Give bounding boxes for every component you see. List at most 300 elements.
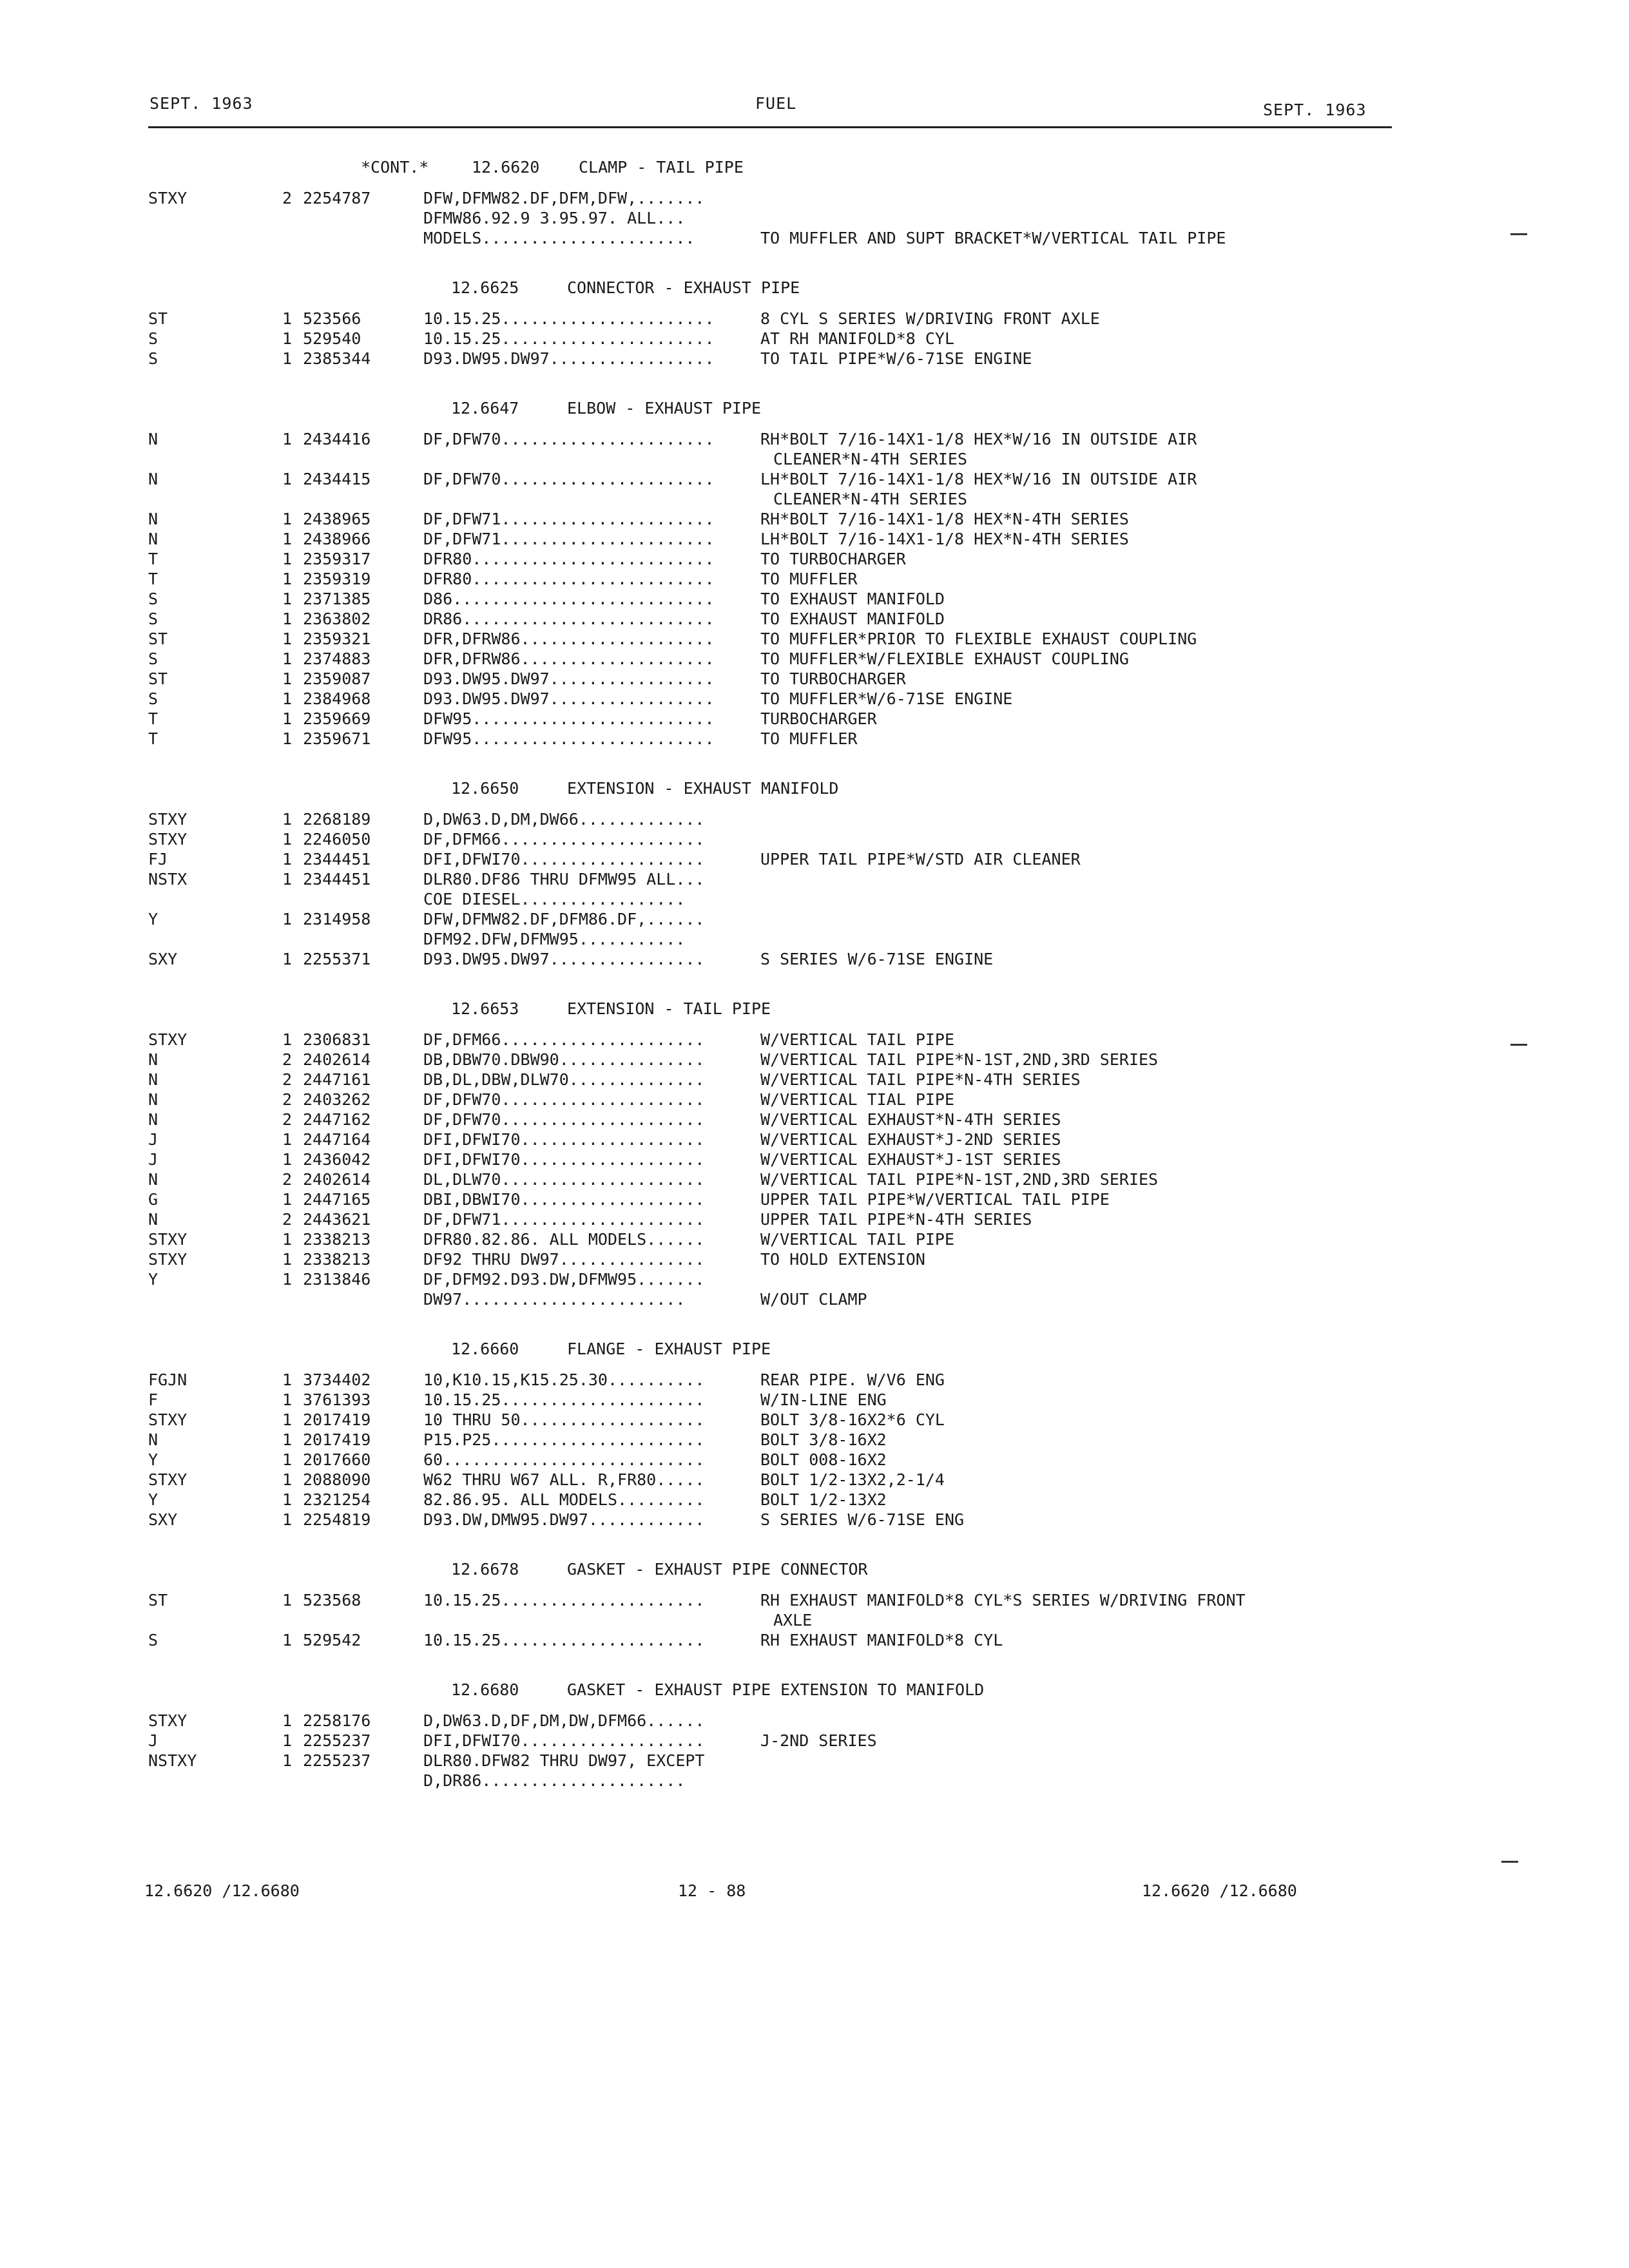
quantity: 1 (282, 1450, 293, 1469)
series-code: STXY (148, 1470, 188, 1489)
part-number: 2374883 (303, 649, 371, 668)
part-row (0, 1711, 1629, 1731)
series-code: N (148, 430, 159, 448)
part-number: 2359317 (303, 550, 371, 568)
quantity: 1 (282, 1510, 293, 1529)
models: D93.DW,DMW95.DW97............ (423, 1510, 705, 1529)
remarks: UPPER TAIL PIPE*W/VERTICAL TAIL PIPE (760, 1190, 1110, 1209)
section-name: GASKET - EXHAUST PIPE EXTENSION TO MANIFOLD (567, 1680, 985, 1699)
section-title (0, 267, 1629, 309)
remarks: W/VERTICAL TAIL PIPE*N-4TH SERIES (760, 1070, 1081, 1089)
models: COE DIESEL................. (423, 890, 686, 908)
models: MODELS...................... (423, 229, 695, 247)
series-code: ST (148, 629, 168, 648)
section-spacer (0, 369, 1629, 388)
series-code: ST (148, 669, 168, 688)
models: DF,DFM66..................... (423, 1030, 705, 1049)
series-code: T (148, 729, 159, 748)
remarks: TO MUFFLER*W/6-71SE ENGINE (760, 689, 1013, 708)
models: DFI,DFWI70................... (423, 1150, 705, 1169)
series-code: Y (148, 1450, 159, 1469)
models: 10.15.25..................... (423, 1631, 705, 1649)
models: DF,DFW70...................... (423, 470, 715, 488)
models: DFW95......................... (423, 709, 715, 728)
models: DF,DFW71...................... (423, 510, 715, 528)
quantity: 1 (282, 709, 293, 728)
quantity: 1 (282, 470, 293, 488)
part-number: 2017419 (303, 1430, 371, 1449)
models: 10 THRU 50................... (423, 1410, 705, 1429)
remarks: TO MUFFLER*PRIOR TO FLEXIBLE EXHAUST COUPLING (760, 629, 1197, 648)
series-code: N (148, 510, 159, 528)
margin-mark (1510, 1044, 1527, 1046)
quantity: 1 (282, 950, 293, 968)
remarks: CLEANER*N-4TH SERIES (773, 450, 968, 468)
part-number: 2359319 (303, 570, 371, 588)
quantity: 1 (282, 810, 293, 829)
quantity: 1 (282, 870, 293, 889)
remarks: TO EXHAUST MANIFOLD (760, 610, 945, 628)
section-number: 12.6660 (451, 1340, 519, 1358)
remarks: 8 CYL S SERIES W/DRIVING FRONT AXLE (760, 309, 1100, 328)
series-code: J (148, 1130, 159, 1149)
part-number: 2088090 (303, 1470, 371, 1489)
part-number: 2255237 (303, 1731, 371, 1750)
footer-page-number: 12 - 88 (678, 1881, 746, 1900)
quantity: 1 (282, 830, 293, 849)
part-row (0, 689, 1629, 709)
part-number: 2447165 (303, 1190, 371, 1209)
part-row (0, 208, 1629, 228)
parts-catalog-content (0, 147, 1629, 1810)
series-code: J (148, 1731, 159, 1750)
part-row (0, 729, 1629, 749)
series-code: Y (148, 1270, 159, 1289)
remarks: W/VERTICAL EXHAUST*J-2ND SERIES (760, 1130, 1061, 1149)
part-row (0, 228, 1629, 248)
remarks: J-2ND SERIES (760, 1731, 877, 1750)
models: 10.15.25..................... (423, 1390, 705, 1409)
part-row (0, 449, 1629, 469)
series-code: STXY (148, 830, 188, 849)
part-row (0, 929, 1629, 949)
remarks: BOLT 008-16X2 (760, 1450, 887, 1469)
remarks: W/OUT CLAMP (760, 1290, 867, 1309)
part-number: 2338213 (303, 1230, 371, 1249)
series-code: F (148, 1390, 159, 1409)
part-row (0, 849, 1629, 869)
remarks: W/VERTICAL TAIL PIPE*N-1ST,2ND,3RD SERIES (760, 1170, 1159, 1189)
remarks: W/VERTICAL TAIL PIPE*N-1ST,2ND,3RD SERIES (760, 1050, 1159, 1069)
section-name: GASKET - EXHAUST PIPE CONNECTOR (567, 1560, 868, 1579)
section-number: 12.6680 (451, 1680, 519, 1699)
part-row (0, 1189, 1629, 1209)
series-code: STXY (148, 810, 188, 829)
remarks: UPPER TAIL PIPE*N-4TH SERIES (760, 1210, 1032, 1229)
series-code: N (148, 1110, 159, 1129)
models: P15.P25...................... (423, 1430, 705, 1449)
part-row (0, 949, 1629, 969)
footer-left-range: 12.6620 /12.6680 (144, 1881, 300, 1900)
quantity: 1 (282, 1230, 293, 1249)
remarks: LH*BOLT 7/16-14X1-1/8 HEX*N-4TH SERIES (760, 530, 1129, 548)
models: D,DR86..................... (423, 1771, 686, 1790)
series-code: ST (148, 1591, 168, 1610)
models: D93.DW95.DW97................ (423, 950, 705, 968)
remarks: RH EXHAUST MANIFOLD*8 CYL*S SERIES W/DRIVING FRONT (760, 1591, 1246, 1610)
remarks: CLEANER*N-4TH SERIES (773, 490, 968, 508)
quantity: 2 (282, 1210, 293, 1229)
models: DFI,DFWI70................... (423, 1130, 705, 1149)
models: 10.15.25..................... (423, 1591, 705, 1610)
part-row (0, 1129, 1629, 1149)
quantity: 1 (282, 629, 293, 648)
section-name: EXTENSION - EXHAUST MANIFOLD (567, 779, 839, 798)
remarks: RH*BOLT 7/16-14X1-1/8 HEX*W/16 IN OUTSIDE AIR (760, 430, 1197, 448)
models: DFW,DFMW82.DF,DFM,DFW,....... (423, 189, 705, 207)
part-row (0, 1771, 1629, 1791)
part-number: 2268189 (303, 810, 371, 829)
models: D93.DW95.DW97................. (423, 689, 715, 708)
models: 10,K10.15,K15.25.30.......... (423, 1370, 705, 1389)
section-name: ELBOW - EXHAUST PIPE (567, 399, 762, 418)
models: DFI,DFWI70................... (423, 850, 705, 869)
part-number: 2017660 (303, 1450, 371, 1469)
part-row (0, 1430, 1629, 1450)
part-row (0, 429, 1629, 449)
section-name: FLANGE - EXHAUST PIPE (567, 1340, 771, 1358)
models: DW97....................... (423, 1290, 686, 1309)
part-row (0, 1229, 1629, 1249)
quantity: 2 (282, 1090, 293, 1109)
part-row (0, 1249, 1629, 1269)
remarks: S SERIES W/6-71SE ENGINE (760, 950, 994, 968)
part-number: 3761393 (303, 1390, 371, 1409)
quantity: 1 (282, 1591, 293, 1610)
part-number: 2402614 (303, 1050, 371, 1069)
models: DF,DFM92.D93.DW,DFMW95....... (423, 1270, 705, 1289)
remarks: TO EXHAUST MANIFOLD (760, 590, 945, 608)
section-title (0, 988, 1629, 1030)
part-row (0, 569, 1629, 589)
models: DFR,DFRW86.................... (423, 649, 715, 668)
section-spacer (0, 1309, 1629, 1329)
header-right-date: SEPT. 1963 (1263, 101, 1367, 119)
section-spacer (0, 1791, 1629, 1810)
models: DF92 THRU DW97............... (423, 1250, 705, 1269)
section-name: EXTENSION - TAIL PIPE (567, 999, 771, 1018)
section-spacer (0, 1650, 1629, 1669)
part-row (0, 529, 1629, 549)
part-row (0, 329, 1629, 349)
part-number: 2438966 (303, 530, 371, 548)
models: DR86.......................... (423, 610, 715, 628)
models: DFR,DFRW86.................... (423, 629, 715, 648)
section-spacer (0, 749, 1629, 768)
quantity: 1 (282, 649, 293, 668)
quantity: 1 (282, 590, 293, 608)
series-code: STXY (148, 1410, 188, 1429)
series-code: S (148, 689, 159, 708)
section-title (0, 147, 1629, 188)
models: DBI,DBWI70................... (423, 1190, 705, 1209)
section-continued-label: *CONT.* (361, 158, 429, 177)
quantity: 1 (282, 570, 293, 588)
section-title (0, 1669, 1629, 1711)
section-number: 12.6647 (451, 399, 519, 418)
models: DFW95......................... (423, 729, 715, 748)
quantity: 2 (282, 189, 293, 207)
part-row (0, 649, 1629, 669)
series-code: STXY (148, 1250, 188, 1269)
remarks: TO MUFFLER (760, 570, 858, 588)
part-row (0, 188, 1629, 208)
part-row (0, 809, 1629, 829)
quantity: 1 (282, 1430, 293, 1449)
models: DF,DFW70..................... (423, 1090, 705, 1109)
quantity: 1 (282, 610, 293, 628)
part-number: 2438965 (303, 510, 371, 528)
remarks: TO MUFFLER AND SUPT BRACKET*W/VERTICAL TAIL PIPE (760, 229, 1226, 247)
section-number: 12.6625 (451, 278, 519, 297)
models: DLR80.DFW82 THRU DW97, EXCEPT (423, 1751, 705, 1770)
part-number: 2371385 (303, 590, 371, 608)
series-code: NSTXY (148, 1751, 197, 1770)
part-number: 2434415 (303, 470, 371, 488)
series-code: SXY (148, 950, 178, 968)
part-row (0, 1751, 1629, 1771)
part-row (0, 669, 1629, 689)
part-row (0, 1030, 1629, 1050)
series-code: N (148, 470, 159, 488)
part-number: 2443621 (303, 1210, 371, 1229)
models: DF,DFW71...................... (423, 530, 715, 548)
quantity: 1 (282, 1030, 293, 1049)
section-number: 12.6620 (472, 158, 540, 177)
models: DF,DFM66..................... (423, 830, 705, 849)
part-number: 2306831 (303, 1030, 371, 1049)
quantity: 2 (282, 1170, 293, 1189)
remarks: TO TURBOCHARGER (760, 550, 906, 568)
quantity: 1 (282, 1370, 293, 1389)
header-center-title: FUEL (755, 94, 797, 113)
part-number: 2255371 (303, 950, 371, 968)
margin-mark (1510, 233, 1527, 235)
quantity: 1 (282, 669, 293, 688)
models: DLR80.DF86 THRU DFMW95 ALL... (423, 870, 705, 889)
remarks: BOLT 1/2-13X2 (760, 1490, 887, 1509)
part-row (0, 1630, 1629, 1650)
section-title (0, 1549, 1629, 1590)
models: 82.86.95. ALL MODELS......... (423, 1490, 705, 1509)
part-row (0, 589, 1629, 609)
quantity: 1 (282, 1631, 293, 1649)
remarks: TURBOCHARGER (760, 709, 877, 728)
part-row (0, 1090, 1629, 1110)
quantity: 2 (282, 1070, 293, 1089)
remarks: S SERIES W/6-71SE ENG (760, 1510, 965, 1529)
quantity: 1 (282, 1711, 293, 1730)
part-row (0, 309, 1629, 329)
remarks: W/VERTICAL EXHAUST*J-1ST SERIES (760, 1150, 1061, 1169)
part-number: 2384968 (303, 689, 371, 708)
quantity: 2 (282, 1110, 293, 1129)
remarks: W/IN-LINE ENG (760, 1390, 887, 1409)
part-row (0, 1390, 1629, 1410)
part-number: 2403262 (303, 1090, 371, 1109)
models: DF,DFW70...................... (423, 430, 715, 448)
series-code: G (148, 1190, 159, 1209)
remarks: W/VERTICAL TIAL PIPE (760, 1090, 955, 1109)
series-code: S (148, 349, 159, 368)
models: 60........................... (423, 1450, 705, 1469)
remarks: LH*BOLT 7/16-14X1-1/8 HEX*W/16 IN OUTSIDE AIR (760, 470, 1197, 488)
part-number: 2017419 (303, 1410, 371, 1429)
series-code: N (148, 1090, 159, 1109)
part-number: 2447164 (303, 1130, 371, 1149)
section-spacer (0, 1530, 1629, 1549)
remarks: AXLE (773, 1611, 813, 1629)
models: DB,DBW70.DBW90............... (423, 1050, 705, 1069)
section-title (0, 768, 1629, 809)
series-code: J (148, 1150, 159, 1169)
margin-mark (1501, 1861, 1518, 1863)
remarks: TO TAIL PIPE*W/6-71SE ENGINE (760, 349, 1032, 368)
series-code: NSTX (148, 870, 188, 889)
remarks: UPPER TAIL PIPE*W/STD AIR CLEANER (760, 850, 1081, 869)
quantity: 1 (282, 1190, 293, 1209)
series-code: FJ (148, 850, 168, 869)
part-row (0, 869, 1629, 889)
part-row (0, 1731, 1629, 1751)
part-row (0, 1490, 1629, 1510)
part-row (0, 1470, 1629, 1490)
part-row (0, 629, 1629, 649)
series-code: N (148, 1170, 159, 1189)
models: 10.15.25...................... (423, 309, 715, 328)
series-code: N (148, 1430, 159, 1449)
part-row (0, 1590, 1629, 1610)
part-number: 2258176 (303, 1711, 371, 1730)
part-number: 2434416 (303, 430, 371, 448)
part-number: 2254787 (303, 189, 371, 207)
series-code: S (148, 649, 159, 668)
series-code: FGJN (148, 1370, 188, 1389)
models: DFR80......................... (423, 550, 715, 568)
part-row (0, 609, 1629, 629)
footer-right-range: 12.6620 /12.6680 (1142, 1881, 1297, 1900)
models: DFM92.DFW,DFMW95........... (423, 930, 686, 948)
quantity: 1 (282, 1250, 293, 1269)
quantity: 1 (282, 510, 293, 528)
quantity: 1 (282, 1490, 293, 1509)
part-number: 2246050 (303, 830, 371, 849)
series-code: STXY (148, 1030, 188, 1049)
series-code: Y (148, 910, 159, 928)
part-number: 2255237 (303, 1751, 371, 1770)
part-number: 2359669 (303, 709, 371, 728)
part-row (0, 889, 1629, 909)
part-number: 2344451 (303, 850, 371, 869)
part-number: 2338213 (303, 1250, 371, 1269)
part-row (0, 1450, 1629, 1470)
models: DFR80.82.86. ALL MODELS...... (423, 1230, 705, 1249)
part-row (0, 1050, 1629, 1070)
part-row (0, 489, 1629, 509)
quantity: 1 (282, 1390, 293, 1409)
section-number: 12.6653 (451, 999, 519, 1018)
remarks: TO HOLD EXTENSION (760, 1250, 925, 1269)
part-number: 2359087 (303, 669, 371, 688)
part-row (0, 909, 1629, 929)
models: D86........................... (423, 590, 715, 608)
series-code: N (148, 530, 159, 548)
quantity: 1 (282, 729, 293, 748)
series-code: S (148, 590, 159, 608)
models: D,DW63.D,DM,DW66............. (423, 810, 705, 829)
remarks: W/VERTICAL TAIL PIPE (760, 1030, 955, 1049)
part-row (0, 1370, 1629, 1390)
remarks: W/VERTICAL TAIL PIPE (760, 1230, 955, 1249)
remarks: AT RH MANIFOLD*8 CYL (760, 329, 955, 348)
models: DF,DFW71..................... (423, 1210, 705, 1229)
part-number: 2436042 (303, 1150, 371, 1169)
series-code: SXY (148, 1510, 178, 1529)
part-number: 2313846 (303, 1270, 371, 1289)
series-code: Y (148, 1490, 159, 1509)
quantity: 1 (282, 850, 293, 869)
quantity: 1 (282, 430, 293, 448)
part-number: 2314958 (303, 910, 371, 928)
section-number: 12.6650 (451, 779, 519, 798)
part-number: 3734402 (303, 1370, 371, 1389)
section-number: 12.6678 (451, 1560, 519, 1579)
models: D93.DW95.DW97................. (423, 349, 715, 368)
part-row (0, 1169, 1629, 1189)
remarks: TO TURBOCHARGER (760, 669, 906, 688)
part-number: 2359671 (303, 729, 371, 748)
quantity: 1 (282, 1731, 293, 1750)
part-row (0, 469, 1629, 489)
part-row (0, 1410, 1629, 1430)
remarks: W/VERTICAL EXHAUST*N-4TH SERIES (760, 1110, 1061, 1129)
part-number: 2363802 (303, 610, 371, 628)
models: D,DW63.D,DF,DM,DW,DFM66...... (423, 1711, 705, 1730)
models: W62 THRU W67 ALL. R,FR80..... (423, 1470, 705, 1489)
part-number: 2254819 (303, 1510, 371, 1529)
series-code: STXY (148, 1230, 188, 1249)
part-row (0, 1610, 1629, 1630)
part-number: 2402614 (303, 1170, 371, 1189)
remarks: BOLT 1/2-13X2,2-1/4 (760, 1470, 945, 1489)
series-code: S (148, 610, 159, 628)
quantity: 1 (282, 309, 293, 328)
part-number: 2344451 (303, 870, 371, 889)
part-row (0, 1289, 1629, 1309)
series-code: S (148, 1631, 159, 1649)
remarks: TO MUFFLER (760, 729, 858, 748)
part-number: 529540 (303, 329, 361, 348)
remarks: RH EXHAUST MANIFOLD*8 CYL (760, 1631, 1003, 1649)
series-code: T (148, 570, 159, 588)
part-row (0, 1510, 1629, 1530)
quantity: 1 (282, 1130, 293, 1149)
part-number: 523566 (303, 309, 361, 328)
section-spacer (0, 248, 1629, 267)
models: D93.DW95.DW97................. (423, 669, 715, 688)
header-rule (148, 126, 1392, 128)
series-code: S (148, 329, 159, 348)
